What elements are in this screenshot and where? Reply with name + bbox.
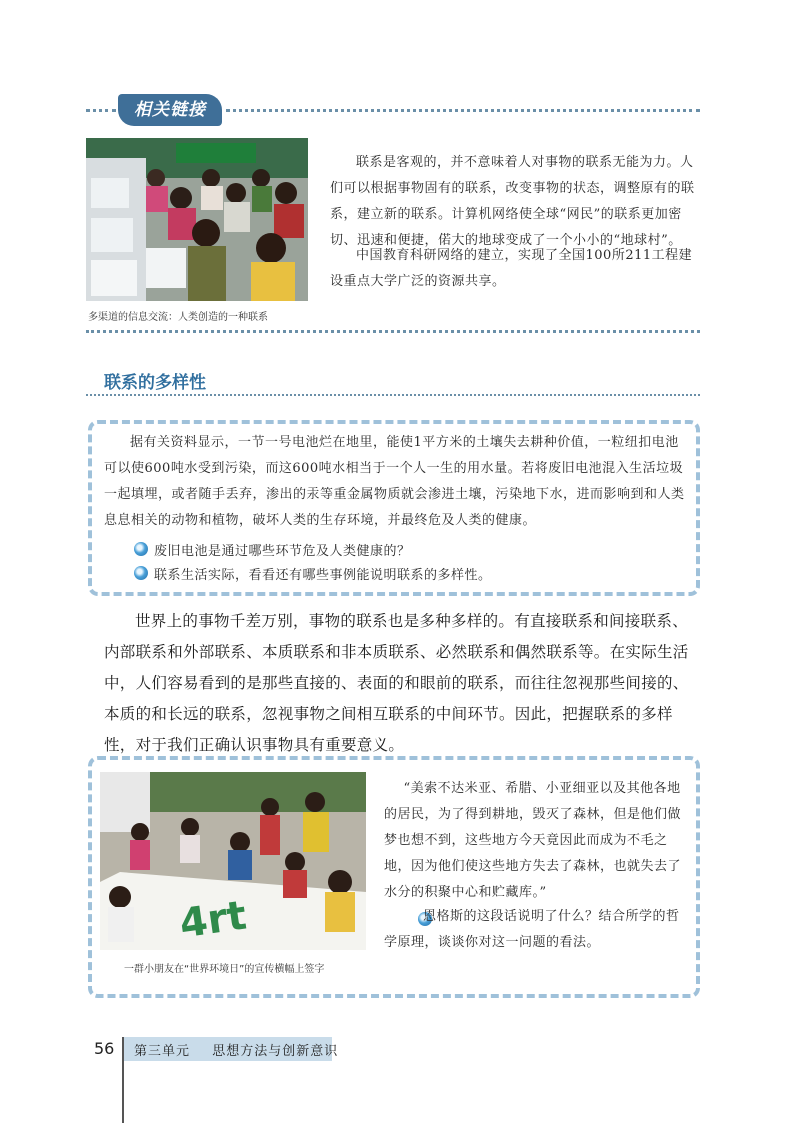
top-dotted-rule	[86, 109, 116, 112]
section-dotted-rule	[86, 394, 700, 396]
banner-signing-photo	[100, 772, 366, 950]
top-dotted-rule-right	[226, 109, 700, 112]
question-bullet-icon	[134, 542, 148, 556]
footer-unit-label	[134, 1040, 338, 1059]
link-paragraph-1: 联系是客观的，并不意味着人对事物的联系无能为力。人们可以根据事物固有的联系，改变事物的状态，调整原有的联系，建立新的联系。计算机网络使全球“网民”的联系更加密切、迅速和便捷，偌大的地球变成了一个小小的“地球村”。	[330, 155, 695, 248]
activity-question-1: 废旧电池是通过哪些环节危及人类健康的？	[154, 544, 411, 559]
footer-unit: 第三单元	[134, 1044, 191, 1059]
footer-vertical-line	[122, 1037, 124, 1123]
engels-quote: “美索不达米亚、希腊、小亚细亚以及其他各地的居民，为了得到耕地，毁灭了森林，但是他们做梦也想不到，这些地方今天竟因此而成为不毛之地，因为他们使这些地方失去了森林，也就失去了水分的积聚中心和贮藏库。”	[384, 781, 682, 900]
computer-lab-photo	[86, 138, 308, 301]
activity-question-2: 联系生活实际，看看还有哪些事例能说明联系的多样性。	[154, 568, 492, 583]
computer-lab-illustration	[86, 138, 308, 301]
svg-text:4rt: 4rt	[176, 892, 250, 948]
main-paragraph: 世界上的事物千差万别，事物的联系也是多种多样的。有直接联系和间接联系、内部联系和外部联系、本质联系和非本质联系、必然联系和偶然联系等。在实际生活中，人们容易看到的是那些直接的、表面的和眼前的联系，而往往忽视那些间接的、本质的和长远的联系，忽视事物之间相互联系的中间环节。因此，把握联系的多样性，对于我们正确认识事物具有重要意义。	[104, 612, 689, 754]
banner-photo-caption: 一群小朋友在“世界环境日”的宣传横幅上签字	[124, 964, 325, 975]
photo-caption: 多渠道的信息交流：人类创造的一种联系	[88, 312, 268, 323]
section-title: 联系的多样性	[104, 373, 206, 393]
link-bottom-dotted-rule	[86, 330, 700, 333]
footer-unit-title: 思想方法与创新意识	[212, 1044, 339, 1059]
link-paragraph-2: 中国教育科研网络的建立，实现了全国100所211工程建设重点大学广泛的资源共享。	[330, 248, 693, 289]
related-link-badge: 相关链接	[118, 94, 222, 126]
page-number: 56	[94, 1039, 115, 1058]
activity-text: 据有关资料显示，一节一号电池烂在地里，能使1平方米的土壤失去耕种价值，一粒纽扣电池可以使600吨水受到污染，而这600吨水相当于一个人一生的用水量。若将废旧电池混入生活垃圾一起填埋，或者随手丢弃，渗出的汞等重金属物质就会渗进土壤，污染地下水，进而影响到和人类息息相关的动物和植物，破坏人类的生存环境，并最终危及人类的健康。	[104, 435, 685, 528]
quote-question: 恩格斯的这段话说明了什么？结合所学的哲学原理，谈谈你对这一问题的看法。	[384, 909, 680, 950]
banner-signing-illustration	[100, 772, 366, 950]
question-bullet-icon	[134, 566, 148, 580]
